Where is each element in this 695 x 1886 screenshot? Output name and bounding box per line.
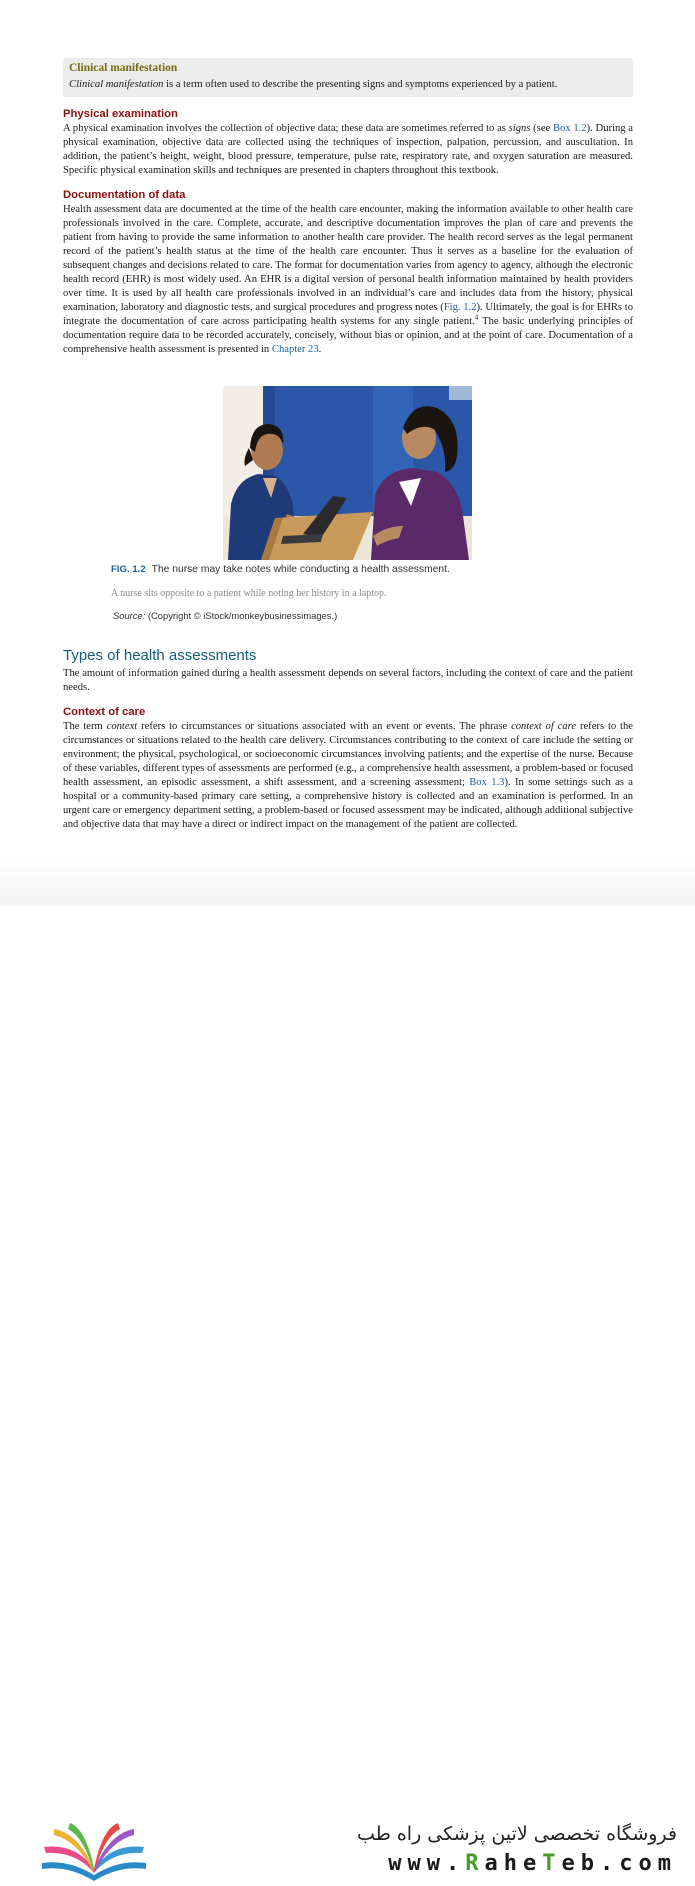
physical-exam-paragraph: A physical examination involves the collection of objective data; these data are sometimes referred to as signs (see Box 1.2). During a physical examination, objective data are collected using the techniques of inspection, palpation, percussion, and auscultation. In addition, the patient’s height, weight, blood pressure, temperature, pulse rate, respiratory rate, and oxygen saturation are measured. Specific physical examination skills and techniques are presented in chapters throughout this textbook. xyxy=(63,123,633,176)
figure-1-2 xyxy=(63,386,633,621)
context-paragraph: The term context refers to circumstances or situations associated with an event or events. The phrase context of care refers to the circumstances or situations related to the health care delivery. Circumstances contributing to the context of care include the setting or environment; the physical, psychological, or socioeconomic circumstances involving patients; and the expertise of the nurse. Because of these variables, different types of assessments are performed (e.g., a comprehensive health assessment, a problem-based or focused health assessment, an episodic assessment, a shift assessment, and a screening assessment; Box 1.3). In some settings such as a hospital or a community-based primary care setting, a comprehensive history is collected and an examination is performed. In an urgent care or emergency department setting, a problem-based or focused assessment may be indicated, although additional subjective and objective data that may have a direct or indirect impact on the management of the patient are collected. xyxy=(63,721,633,830)
physical-exam-heading: Physical examination xyxy=(63,108,178,120)
figure-alt-text: A nurse sits opposite to a patient while noting her history in a laptop. xyxy=(111,588,387,599)
nurse-patient-photo xyxy=(223,386,472,560)
chapter-23-link[interactable]: Chapter 23 xyxy=(271,344,319,355)
context-heading: Context of care xyxy=(63,706,146,718)
fig-1-2-link[interactable]: Fig. 1.2 xyxy=(443,302,477,313)
clinical-manifestation-box xyxy=(63,58,633,97)
content xyxy=(63,58,633,832)
documentation-paragraph: Health assessment data are documented at the time of the health care encounter, making the information available to other health care professionals involved in the care. Complete, accurate, and descriptive documentation improves the plan of care and prevents the patient from having to provide the same information to another health care provider. The health record serves as the legal permanent record of the patient’s health status at the time of the health care encounter. Thus it serves as a baseline for the evaluation of subsequent changes and decisions related to care. The format for documentation varies from agency to agency, although the electronic health record (EHR) is most widely used. An EHR is a digital version of personal health information maintained by health providers over time. It is used by all health care professionals involved in an individual’s care and includes data from the history, physical examination, laboratory and diagnostic tests, and surgical procedures and progress notes (Fig. 1.2). Ultimately, the goal is for EHRs to integrate the documentation of care across participating health systems for any single patient.$^4$ The basic underlying principles of documentation require data to be recorded accurately, concisely, without bias or opinion, and at the point of care. Documentation of a comprehensive health assessment is presented in Chapter 23. xyxy=(63,204,633,355)
watermark-footer xyxy=(0,905,695,1876)
types-heading: Types of health assessments xyxy=(63,647,257,664)
book-logo-icon xyxy=(36,1823,152,1881)
box-1-3-link[interactable]: Box 1.3 xyxy=(469,777,505,788)
figure-label: FIG. 1.2 xyxy=(111,564,146,575)
box-1-2-link[interactable]: Box 1.2 xyxy=(552,123,587,134)
store-url: www.RaheTeb.com xyxy=(388,1851,677,1876)
figure-source: Source: (Copyright © iStock/monkeybusinessimages.) xyxy=(113,610,338,621)
types-paragraph: The amount of information gained during a health assessment depends on several factors, including the context of care and the patient needs. xyxy=(63,668,633,693)
callout-title: Clinical manifestation xyxy=(69,62,178,74)
page xyxy=(0,0,695,905)
callout-body: Clinical manifestation is a term often used to describe the presenting signs and symptoms experienced by a patient. xyxy=(69,79,558,90)
documentation-heading: Documentation of data xyxy=(63,189,186,201)
store-name: فروشگاه تخصصی لاتین پزشکی راه طب xyxy=(357,1823,677,1845)
figure-caption: FIG. 1.2 The nurse may take notes while conducting a health assessment. xyxy=(111,564,450,575)
reference-4: 4 xyxy=(474,313,479,322)
